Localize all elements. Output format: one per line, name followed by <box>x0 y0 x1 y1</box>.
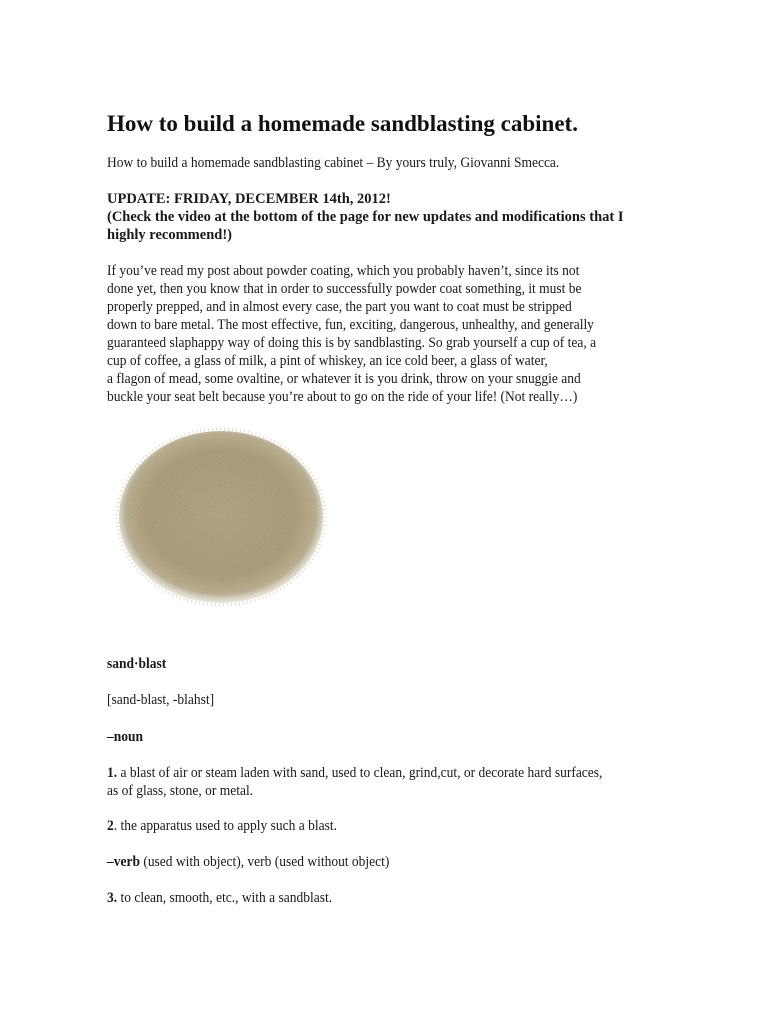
sense-number: 1. <box>107 765 118 781</box>
verb-text: (used with object), verb (used without object) <box>139 854 390 870</box>
intro-line: If you’ve read my post about powder coating, which you probably haven’t, since its not <box>107 263 580 279</box>
update-notice <box>107 190 667 244</box>
intro-line: properly prepped, and in almost every case, the part you want to coat must be stripped <box>107 299 572 315</box>
sense-text-cont: as of glass, stone, or metal. <box>107 783 254 799</box>
intro-paragraph <box>107 262 707 406</box>
sand-pile-image <box>111 420 326 610</box>
definition-pronunciation: [sand-blast, -blahst] <box>107 692 215 708</box>
definition-verb <box>107 853 389 871</box>
sense-text: to clean, smooth, etc., with a sandblast. <box>117 890 333 906</box>
definition-noun-label: –noun <box>107 729 143 745</box>
definition-word: sand·blast <box>107 656 167 672</box>
intro-line: guaranteed slaphappy way of doing this is by sandblasting. So grab yourself a cup of tea, a <box>107 335 597 351</box>
intro-line: done yet, then you know that in order to successfully powder coat something, it must be <box>107 281 582 297</box>
update-note-line: (Check the video at the bottom of the page for new updates and modifications that I <box>107 209 624 225</box>
sense-text: . the apparatus used to apply such a blast. <box>113 818 337 834</box>
verb-label: –verb <box>107 854 140 870</box>
update-note-line: highly recommend!) <box>107 227 232 243</box>
definition-sense-1 <box>107 764 602 800</box>
sense-text: a blast of air or steam laden with sand, used to clean, grind,cut, or decorate hard surfaces, <box>117 765 603 781</box>
definition-sense-2 <box>107 817 337 835</box>
page-title: How to build a homemade sandblasting cabinet. <box>107 111 578 136</box>
sense-number: 2 <box>107 818 114 834</box>
intro-line: down to bare metal. The most effective, fun, exciting, dangerous, unhealthy, and generally <box>107 317 594 333</box>
byline: How to build a homemade sandblasting cabinet – By yours truly, Giovanni Smecca. <box>107 155 560 171</box>
definition-sense-3 <box>107 889 332 907</box>
intro-line: cup of coffee, a glass of milk, a pint of whiskey, an ice cold beer, a glass of water, <box>107 353 548 369</box>
sense-number: 3. <box>107 890 118 906</box>
intro-line: buckle your seat belt because you’re about to go on the ride of your life! (Not really…) <box>107 389 578 405</box>
intro-line: a flagon of mead, some ovaltine, or whatever it is you drink, throw on your snuggie and <box>107 371 581 387</box>
update-date: UPDATE: FRIDAY, DECEMBER 14th, 2012! <box>107 191 391 207</box>
